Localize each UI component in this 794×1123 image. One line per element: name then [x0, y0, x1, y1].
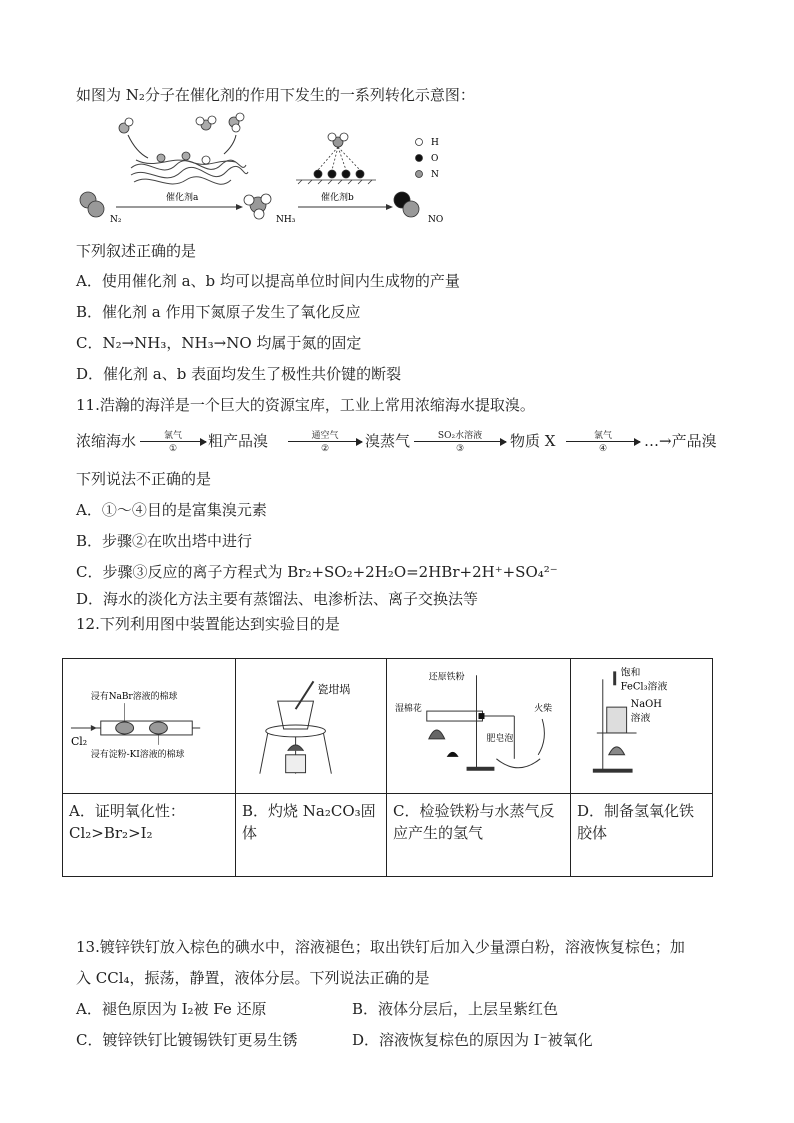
q10-option-c: C．N₂→NH₃，NH₃→NO 均属于氮的固定 — [76, 334, 362, 352]
label-saturated: 饱和 — [620, 667, 641, 679]
q13-stem-line2: 入 CCl₄，振荡，静置，液体分层。下列说法正确的是 — [76, 969, 430, 987]
apparatus-b-figure — [236, 659, 386, 793]
q11-stem: 11.浩瀚的海洋是一个巨大的资源宝库，工业上常用浓缩海水提取溴。 — [76, 396, 535, 414]
option-c-text: C．检验铁粉与水蒸气反应产生的氢气 — [387, 794, 571, 877]
label-crucible: 瓷坩埚 — [317, 683, 351, 697]
q13-option-b: B．液体分层后，上层呈紫红色 — [352, 1000, 559, 1018]
apparatus-cell-b — [236, 659, 387, 794]
label-ki-cotton: 浸有淀粉-KI溶液的棉球 — [90, 749, 185, 760]
nh3-molecule — [244, 194, 271, 219]
q12-stem: 12.下列利用图中装置能达到实验目的是 — [76, 615, 340, 633]
flow-item-3: 溴蒸气 — [365, 432, 411, 450]
flow-item-4: 物质 X — [510, 432, 556, 450]
apparatus-cell-d — [571, 659, 713, 794]
apparatus-d-figure — [571, 659, 712, 793]
option-d-text: D．制备氢氧化铁胶体 — [571, 794, 713, 877]
flow-arrow-1: 氯气 ① — [140, 441, 206, 442]
q13-stem-line1: 13.镀锌铁钉放入棕色的碘水中，溶液褪色；取出铁钉后加入少量漂白粉，溶液恢复棕色；加 — [76, 938, 685, 956]
option-a-text: A．证明氧化性：Cl₂>Br₂>I₂ — [63, 794, 236, 877]
q13-option-a: A．褪色原因为 I₂被 Fe 还原 — [76, 1000, 267, 1018]
q10-option-a: A．使用催化剂 a、b 均可以提高单位时间内生成物的产量 — [76, 272, 460, 290]
label-n2: N₂ — [110, 215, 122, 225]
flow-arrow-4: 氯气 ④ — [566, 441, 640, 442]
catalyst-a-surface — [131, 160, 248, 184]
no-molecule — [394, 192, 419, 217]
q11-option-a: A．①～④目的是富集溴元素 — [76, 501, 267, 519]
label-naoh: NaOH — [630, 699, 662, 711]
flow-arrow-2: 通空气 ② — [288, 441, 362, 442]
label-wet-cotton: 湿棉花 — [394, 704, 422, 715]
label-match: 火柴 — [534, 704, 553, 715]
q11-option-b: B．步骤②在吹出塔中进行 — [76, 532, 253, 550]
apparatus-cell-a — [63, 659, 236, 794]
apparatus-c-figure — [387, 659, 570, 793]
legend-h: H — [431, 138, 439, 148]
arrow-out-a — [224, 135, 236, 154]
catalyst-b-surface — [296, 133, 376, 184]
molecules-on-catalyst-a — [119, 113, 244, 164]
label-fecl3: FeCl₃溶液 — [620, 681, 668, 693]
label-nabr-cotton: 浸有NaBr溶液的棉球 — [90, 692, 178, 703]
flow-item-5: …→产品溴 — [644, 432, 717, 450]
label-nh3: NH₃ — [276, 215, 296, 225]
q13-option-c: C．镀锌铁钉比镀锡铁钉更易生锈 — [76, 1031, 298, 1049]
legend — [416, 139, 423, 178]
q11-option-d: D．海水的淡化方法主要有蒸馏法、电渗析法、离子交换法等 — [76, 590, 479, 608]
q13-option-d: D．溶液恢复棕色的原因为 I⁻被氧化 — [352, 1031, 593, 1049]
flow-item-1: 浓缩海水 — [76, 432, 137, 450]
arrow-in-a — [128, 135, 148, 158]
label-catalyst-b: 催化剂b — [321, 193, 354, 203]
flow-item-2: 粗产品溴 — [208, 432, 269, 450]
intro-text: 如图为 N₂分子在催化剂的作用下发生的一系列转化示意图： — [76, 86, 475, 104]
flow-arrow-3: SO₂水溶液 ③ — [414, 441, 506, 442]
q12-apparatus-table — [62, 658, 713, 877]
n2-conversion-figure — [76, 110, 476, 230]
label-soap-bubble: 肥皂泡 — [486, 733, 514, 744]
legend-o: O — [431, 154, 439, 164]
bromine-extraction-flow — [76, 424, 726, 460]
q11-prompt: 下列说法不正确的是 — [76, 470, 212, 488]
label-iron-powder: 还原铁粉 — [428, 672, 465, 683]
q10-option-b: B．催化剂 a 作用下氮原子发生了氧化反应 — [76, 303, 361, 321]
apparatus-cell-c — [387, 659, 571, 794]
q11-option-c: C．步骤③反应的离子方程式为 Br₂+SO₂+2H₂O=2HBr+2H⁺+SO₄²⁻ — [76, 563, 558, 581]
q10-option-d: D．催化剂 a、b 表面均发生了极性共价键的断裂 — [76, 365, 402, 383]
label-no: NO — [428, 215, 444, 225]
option-b-text: B．灼烧 Na₂CO₃固体 — [236, 794, 387, 877]
label-catalyst-a: 催化剂a — [166, 193, 199, 203]
label-cl2: Cl₂ — [70, 734, 88, 748]
n2-molecule — [80, 192, 104, 217]
label-solution: 溶液 — [630, 713, 651, 725]
apparatus-a-figure — [63, 659, 235, 793]
q10-stem: 下列叙述正确的是 — [76, 242, 197, 260]
legend-n: N — [431, 170, 439, 180]
